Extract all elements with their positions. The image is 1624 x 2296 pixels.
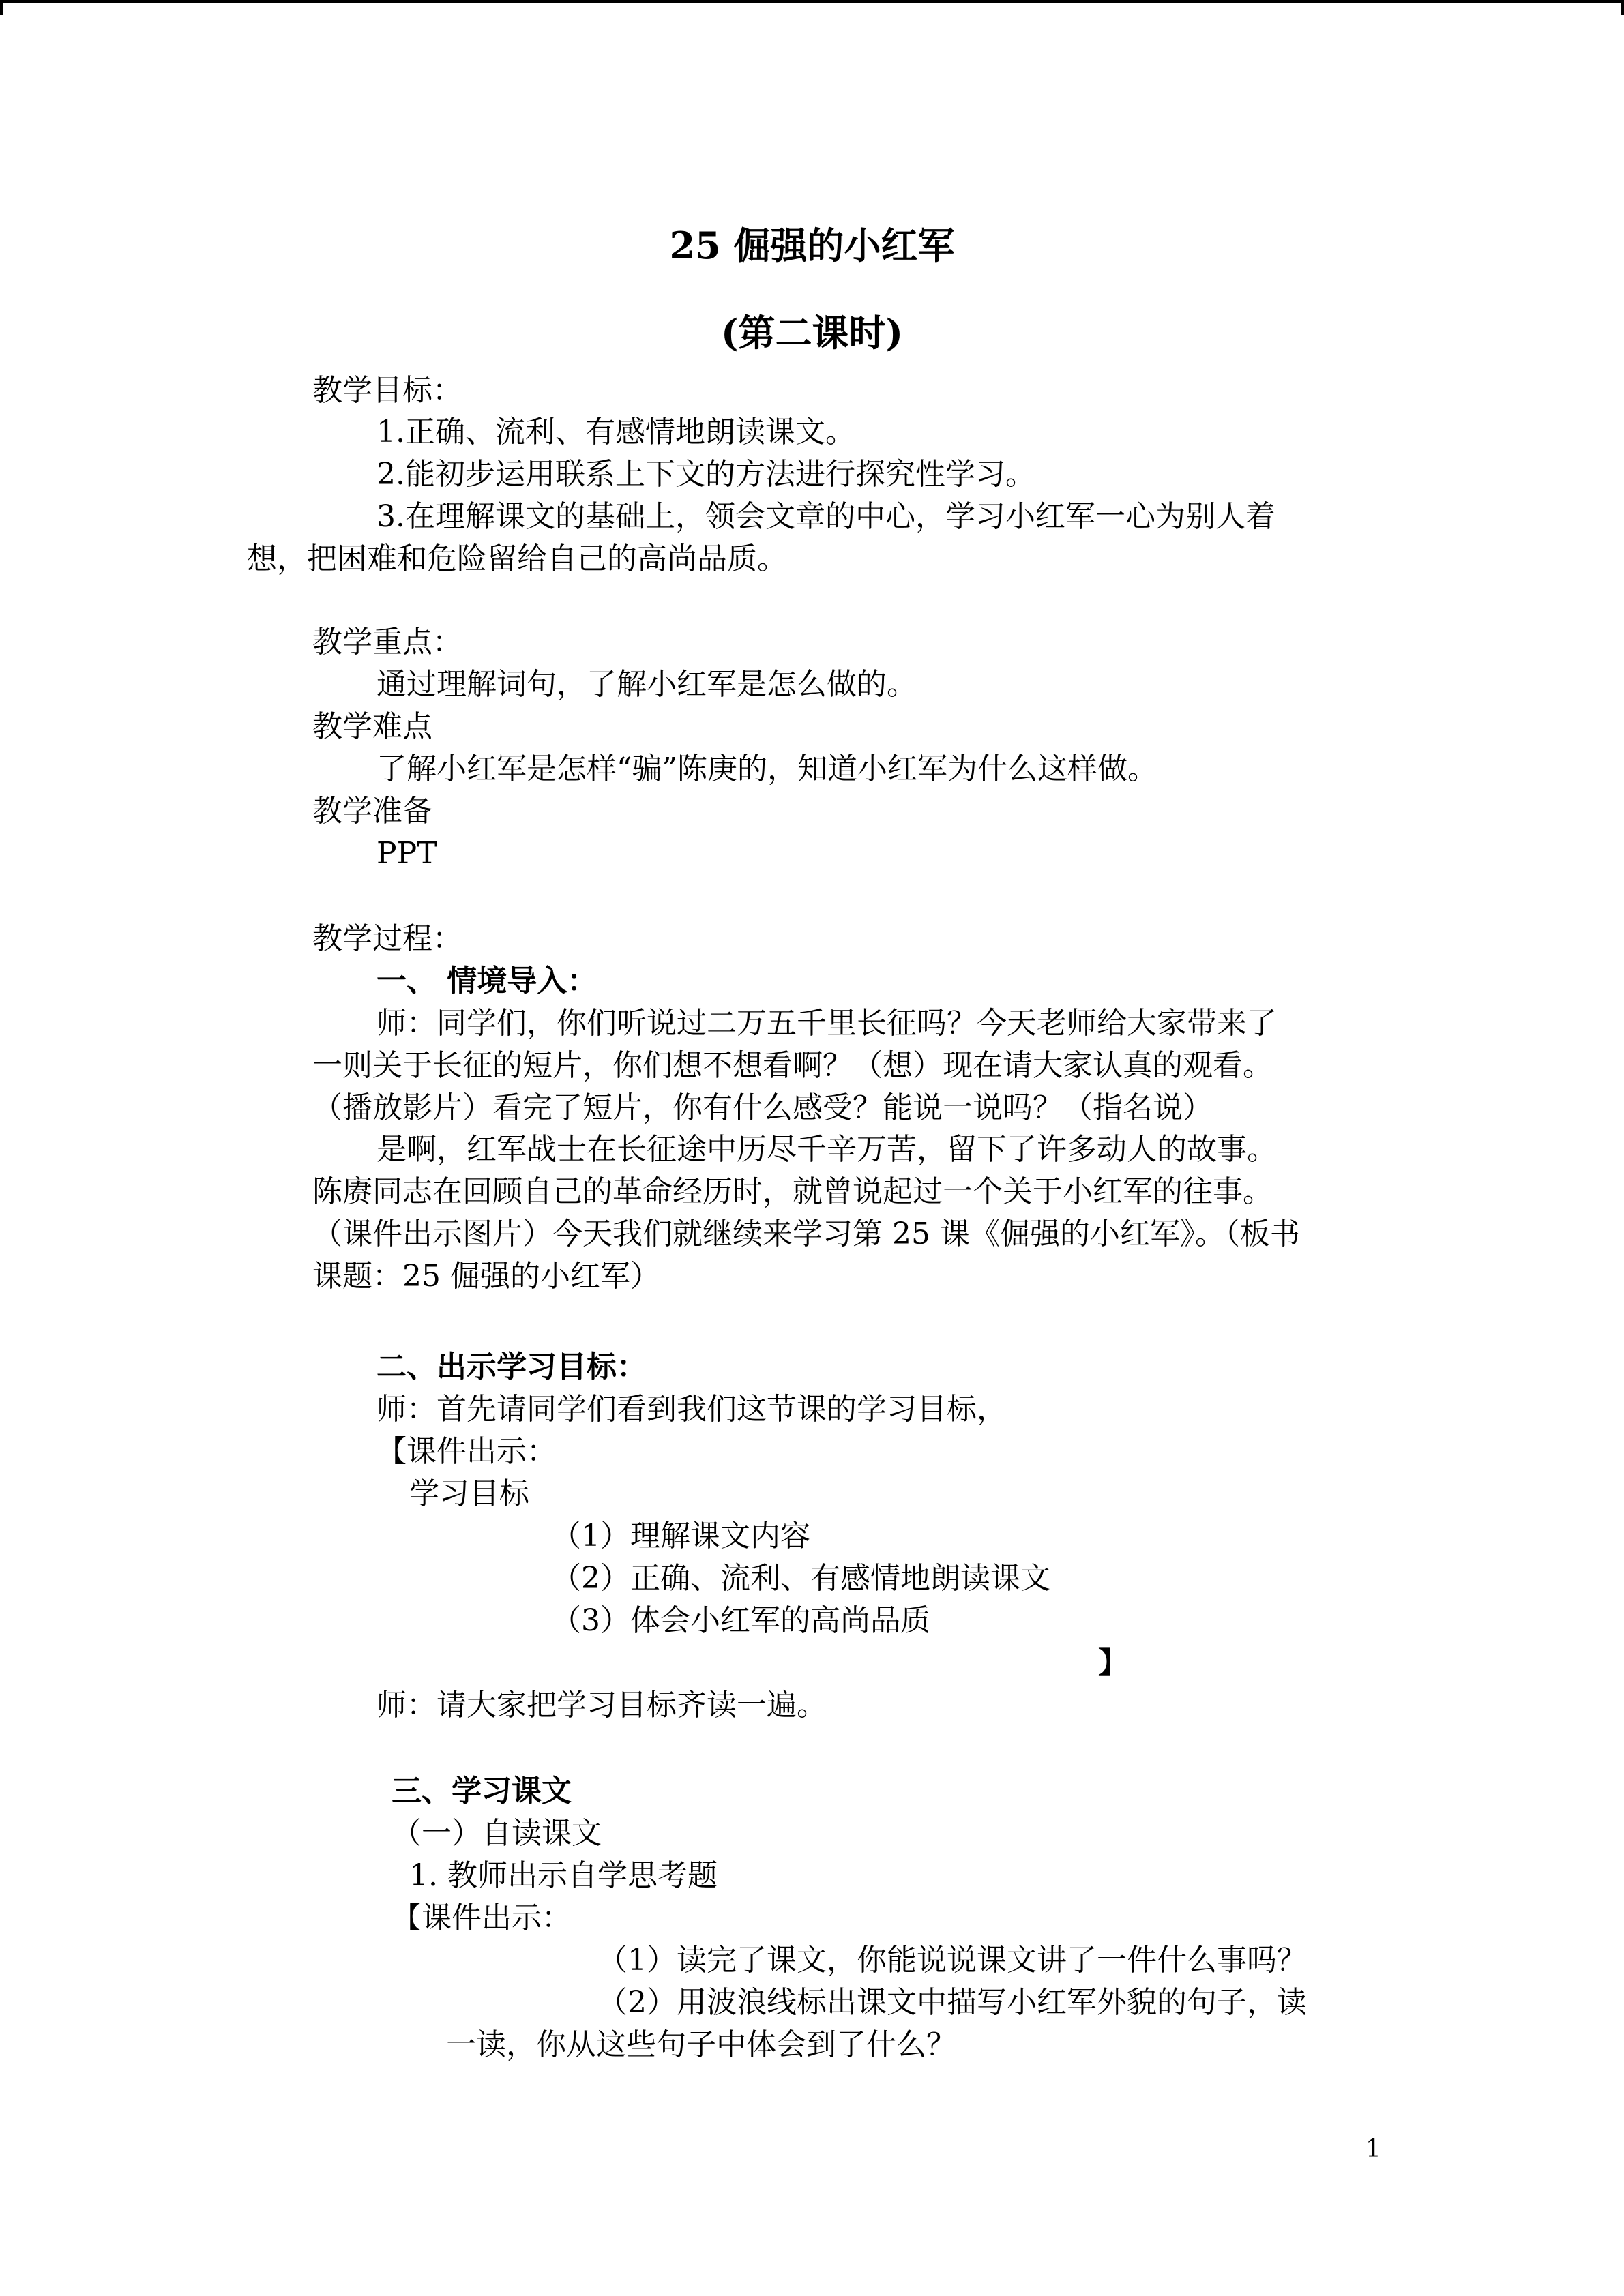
objectives-heading: 教学目标： — [312, 373, 462, 408]
section3-sub1: （一）自读课文 — [392, 1816, 602, 1851]
objective-item-2: 2.能初步运用联系上下文的方法进行探究性学习。 — [377, 457, 1035, 492]
page-number: 1 — [1365, 2135, 1381, 2163]
process-heading: 教学过程： — [312, 921, 462, 956]
goal-3: （3）体会小红军的高尚品质 — [551, 1603, 930, 1638]
section3-step1: 1. 教师出示自学思考题 — [409, 1858, 718, 1893]
preparation-text: PPT — [377, 836, 437, 871]
section3-courseware-open: 【课件出示： — [392, 1900, 572, 1935]
section1-p1-line2: 一则关于长征的短片，你们想不想看啊？（想）现在请大家认真的观看。 — [312, 1048, 1273, 1083]
key-point-text: 通过理解词句，了解小红军是怎么做的。 — [377, 667, 917, 702]
section1-p1-line3: （播放影片）看完了短片，你有什么感受？能说一说吗？（指名说） — [312, 1090, 1213, 1125]
section2-heading: 二、出示学习目标： — [377, 1350, 647, 1384]
section3-heading: 三、学习课文 — [392, 1774, 572, 1808]
section1-p2-line3: （课件出示图片）今天我们就继续来学习第 25 课《倔强的小红军》。（板书 — [312, 1217, 1300, 1251]
objective-item-3-line2: 想，把困难和危险留给自己的高尚品质。 — [247, 541, 787, 576]
lesson-subtitle: (第二课时) — [720, 311, 904, 355]
difficulty-text: 了解小红军是怎样“骗”陈庚的，知道小红军为什么这样做。 — [377, 751, 1157, 786]
question-2-line1: （2）用波浪线标出课文中描写小红军外貌的句子，读 — [597, 1985, 1307, 2020]
section1-p2-line4: 课题：25 倔强的小红军） — [312, 1259, 660, 1294]
objective-item-3-line1: 3.在理解课文的基础上，领会文章的中心，学习小红军一心为别人着 — [377, 499, 1275, 534]
question-1: （1）读完了课文，你能说说课文讲了一件什么事吗？ — [597, 1943, 1307, 1978]
page-border-right — [1621, 0, 1624, 15]
section1-p2-line1: 是啊，红军战士在长征途中历尽千辛万苦，留下了许多动人的故事。 — [377, 1132, 1277, 1167]
section2-courseware-close: 】 — [1098, 1645, 1128, 1680]
page-top-border — [0, 0, 1624, 3]
objective-item-1: 1.正确、流利、有感情地朗读课文。 — [377, 415, 855, 449]
goal-1: （1）理解课文内容 — [551, 1519, 810, 1553]
goal-2: （2）正确、流利、有感情地朗读课文 — [551, 1561, 1050, 1596]
preparation-heading: 教学准备 — [312, 794, 432, 829]
difficulty-heading: 教学难点 — [312, 709, 432, 744]
section1-heading: 一、 情境导入： — [377, 964, 597, 998]
section2-intro: 师：首先请同学们看到我们这节课的学习目标， — [377, 1392, 1007, 1427]
question-2-line2: 一读，你从这些句子中体会到了什么？ — [446, 2027, 956, 2062]
section1-p2-line2: 陈赓同志在回顾自己的革命经历时，就曾说起过一个关于小红军的往事。 — [312, 1174, 1273, 1209]
page-border-left — [0, 0, 3, 15]
section2-courseware-open: 【课件出示： — [377, 1434, 557, 1469]
goals-title: 学习目标 — [409, 1476, 529, 1511]
section2-after: 师：请大家把学习目标齐读一遍。 — [377, 1688, 827, 1723]
key-point-heading: 教学重点： — [312, 625, 462, 659]
lesson-title: 25 倔强的小红军 — [669, 224, 955, 267]
section1-p1-line1: 师：同学们，你们听说过二万五千里长征吗？今天老师给大家带来了 — [377, 1006, 1277, 1041]
